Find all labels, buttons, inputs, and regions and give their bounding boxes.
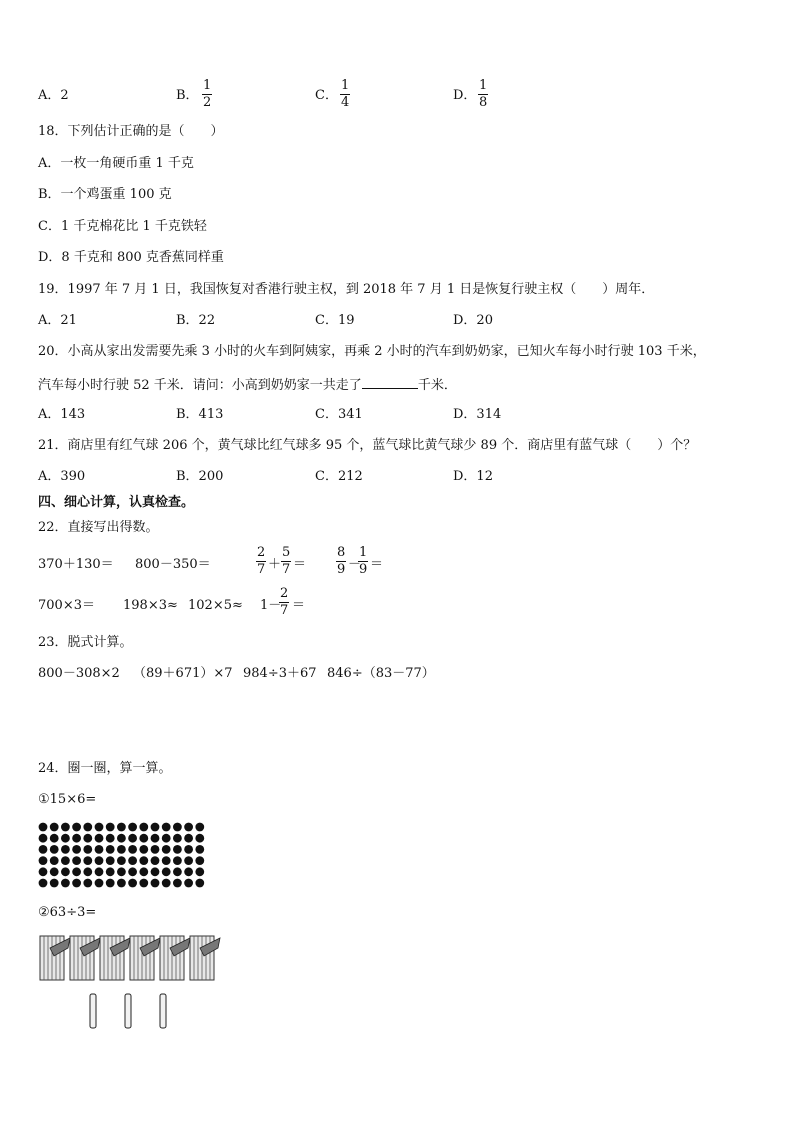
dot [195,823,204,832]
dot [117,823,126,832]
stick-bundles-figure [36,930,226,1032]
dot [195,867,204,876]
dot [162,845,171,854]
q21-option-a[interactable]: A．390 [38,469,86,484]
dot [117,834,126,843]
dot [106,856,115,865]
q17-option-d-fraction: 1 8 [479,78,488,110]
single-stick [125,994,131,1028]
dot [151,845,160,854]
stick-bundle [100,936,130,980]
q20-stem-line2 [38,376,457,394]
dot [162,834,171,843]
dot [162,823,171,832]
dot [39,834,48,843]
q22-expr-3-fraction-1: 2 7 [257,545,266,577]
dot [50,856,59,865]
q17-option-c-fraction: 1 4 [341,78,350,110]
q20-stem-line1: 20．小高从家出发需要先乘 3 小时的火车到阿姨家，再乘 2 小时的汽车到奶奶家，已知火车每小时行驶 103 千米， [38,344,706,359]
dot [106,879,115,888]
dot [106,823,115,832]
dot [151,834,160,843]
dot [106,845,115,854]
dot [95,823,104,832]
dot [39,845,48,854]
dot [173,856,182,865]
dot [117,845,126,854]
q22-expr-4-operator: － [348,557,362,572]
dot [128,834,137,843]
q23-expr-1: 800－308×2 [38,666,120,681]
stick-bundle [40,936,70,980]
q24-part-1: ①15×6= [38,792,97,807]
dot [39,856,48,865]
dot [95,856,104,865]
dot [106,867,115,876]
dot [83,834,92,843]
dot [162,867,171,876]
q17-option-b-letter[interactable]: B． [176,88,199,103]
dot [61,834,70,843]
dot [72,834,81,843]
q22-expr-7: 102×5≈ [188,598,243,613]
q18-option-b[interactable]: B．一个鸡蛋重 100 克 [38,187,172,202]
q20-option-b[interactable]: B．413 [176,407,224,422]
dot [128,867,137,876]
dot [173,867,182,876]
dot [95,867,104,876]
dot [50,867,59,876]
q22-stem: 22．直接写出得数。 [38,520,159,535]
dot [61,879,70,888]
q22-expr-2: 800－350＝ [135,557,211,572]
dot [184,856,193,865]
stick-bundle [160,936,190,980]
dot [72,845,81,854]
dot [195,845,204,854]
dot [117,867,126,876]
dot [184,823,193,832]
dot [128,856,137,865]
q21-option-b[interactable]: B．200 [176,469,224,484]
dot [39,823,48,832]
q22-expr-4-fraction-2: 1 9 [359,545,368,577]
q22-expr-3-operator: ＋ [268,557,282,572]
q22-expr-8-prefix: 1－ [260,598,282,613]
dot [39,867,48,876]
dot [162,879,171,888]
q22-expr-8-fraction: 2 7 [280,586,289,618]
q21-option-c[interactable]: C．212 [315,469,363,484]
q22-expr-4-fraction-1: 8 9 [337,545,346,577]
dot [173,823,182,832]
dot [83,879,92,888]
q23-expr-2: （89＋671）×7 [133,666,233,681]
dot [173,879,182,888]
q22-expr-6: 198×3≈ [123,598,178,613]
dot [72,856,81,865]
dot [128,823,137,832]
q23-expr-3: 984÷3＋67 [243,666,317,681]
dot [39,879,48,888]
q24-stem: 24．圈一圈，算一算。 [38,761,172,776]
dot [117,856,126,865]
q17-option-a[interactable]: A．2 [38,88,69,103]
q22-expr-1: 370＋130＝ [38,557,114,572]
dot [184,834,193,843]
q22-expr-3-fraction-2: 5 7 [282,545,291,577]
dot-array-figure [38,822,206,890]
dot [95,879,104,888]
dot [50,834,59,843]
q17-option-b-fraction: 1 2 [203,78,212,110]
q24-part-2: ②63÷3= [38,905,97,920]
single-stick [90,994,96,1028]
q21-stem: 21．商店里有红气球 206 个，黄气球比红气球多 95 个，蓝气球比黄气球少 89 个．商店里有蓝气球（ ）个？ [38,438,697,453]
single-stick [160,994,166,1028]
dot [173,834,182,843]
dot [72,867,81,876]
dot [139,845,148,854]
q20-option-c[interactable]: C．341 [315,407,363,422]
q20-stem-line2-unit: 千米． [417,378,457,393]
q22-expr-4-equals: ＝ [370,557,384,572]
dot [128,845,137,854]
q19-option-a[interactable]: A．21 [38,313,77,328]
dot [151,879,160,888]
stick-bundle [70,936,100,980]
dot [162,856,171,865]
dot [195,834,204,843]
dot [184,879,193,888]
dot [61,856,70,865]
q20-answer-blank[interactable] [362,376,418,389]
dot [61,845,70,854]
dot [195,879,204,888]
q19-option-d[interactable]: D．20 [453,313,493,328]
dot [139,879,148,888]
q18-option-a[interactable]: A．一枚一角硬币重 1 千克 [38,156,194,171]
dot [139,834,148,843]
q23-stem: 23．脱式计算。 [38,635,133,650]
dot [61,823,70,832]
stick-bundle [190,936,220,980]
dot [117,879,126,888]
q18-option-c[interactable]: C．1 千克棉花比 1 千克铁轻 [38,219,207,234]
dot [139,867,148,876]
dot [139,856,148,865]
dot [128,879,137,888]
section-4-heading: 四、细心计算，认真检查。 [38,495,195,510]
q22-expr-8-equals: ＝ [292,598,306,613]
dot [50,879,59,888]
q18-option-d[interactable]: D．8 千克和 800 克香蕉同样重 [38,250,224,265]
dot [72,879,81,888]
dot [50,823,59,832]
q20-stem-line2-text: 汽车每小时行驶 52 千米．请问：小高到奶奶家一共走了 [38,378,362,393]
dot [184,867,193,876]
dot [95,834,104,843]
q17-option-d-letter[interactable]: D． [453,88,477,103]
q20-option-d[interactable]: D．314 [453,407,502,422]
dot [106,834,115,843]
stick-bundle [130,936,160,980]
dot [151,823,160,832]
q17-option-c-letter[interactable]: C． [315,88,338,103]
dot [151,867,160,876]
dot [83,845,92,854]
dot [83,823,92,832]
dot [195,856,204,865]
dot [61,867,70,876]
q21-option-d[interactable]: D．12 [453,469,493,484]
dot [173,845,182,854]
dot [139,823,148,832]
q19-stem: 19．1997 年 7 月 1 日，我国恢复对香港行驶主权，到 2018 年 7 月 1 日是恢复行驶主权（ ）周年． [38,282,655,297]
q19-option-c[interactable]: C．19 [315,313,355,328]
dot [50,845,59,854]
q20-option-a[interactable]: A．143 [38,407,86,422]
q18-stem: 18．下列估计正确的是（ ） [38,124,224,139]
q23-expr-4: 846÷（83－77） [327,666,435,681]
dot [83,867,92,876]
dot [151,856,160,865]
q22-expr-3-equals: ＝ [293,557,307,572]
dot [95,845,104,854]
dot [184,845,193,854]
q19-option-b[interactable]: B．22 [176,313,216,328]
dot [72,823,81,832]
q22-expr-5: 700×3＝ [38,598,95,613]
dot [83,856,92,865]
